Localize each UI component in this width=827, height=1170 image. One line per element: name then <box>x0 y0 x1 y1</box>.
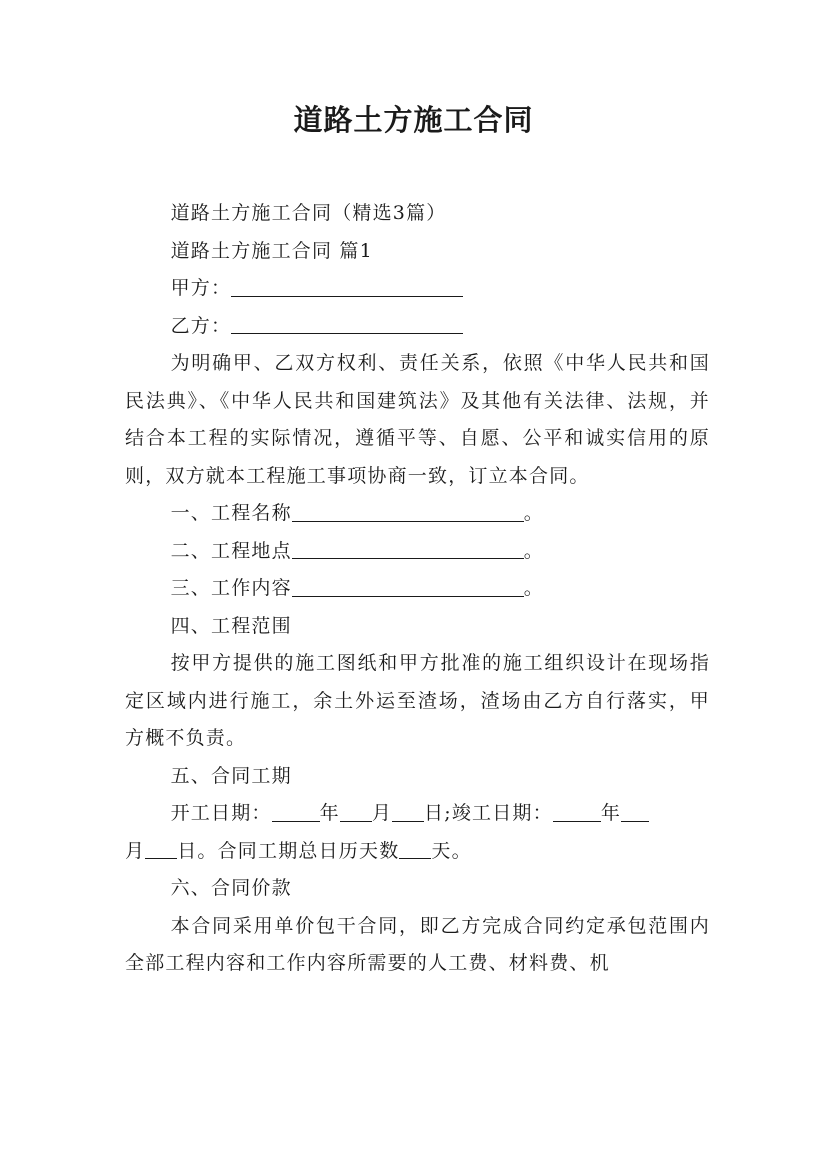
item-project-location <box>125 533 710 571</box>
month-unit: 月 <box>371 802 393 824</box>
document-subtitle: 道路土方施工合同（精选3篇） <box>170 202 447 224</box>
day-separator: 日; <box>424 802 452 824</box>
schedule-line-2 <box>125 833 710 871</box>
days-unit: 天。 <box>431 839 472 862</box>
year-unit: 年 <box>600 802 622 824</box>
start-date-label: 开工日期： <box>170 802 272 824</box>
item-end-mark: 。 <box>523 577 544 599</box>
project-location-blank <box>292 539 524 559</box>
party-a-label: 甲方： <box>170 277 232 299</box>
work-content-blank <box>292 577 524 597</box>
article-heading: 道路土方施工合同 篇1 <box>170 239 373 262</box>
preamble-paragraph: 为明确甲、乙双方权利、责任关系，依照《中华人民共和国民法典》、《中华人民共和国建筑法》及其他有关法律、法规，并结合本工程的实际情况，遵循平等、自愿、公平和诚实信用的原则，双方就本工程施工事项协商一致，订立本合同。 <box>125 352 710 487</box>
party-a-blank <box>231 277 463 297</box>
day-unit: 日。 <box>177 839 218 862</box>
end-date-label: 竣工日期： <box>451 802 553 824</box>
total-days-label: 合同工期总日历天数 <box>217 839 400 862</box>
end-day-blank <box>145 839 177 859</box>
item-work-content-label: 三、工作内容 <box>170 577 292 599</box>
item-end-mark: 。 <box>523 539 544 562</box>
item-project-name <box>125 495 710 533</box>
party-b-label: 乙方： <box>170 314 232 337</box>
start-month-blank <box>340 802 372 822</box>
section6-paragraph: 本合同采用单价包干合同，即乙方完成合同约定承包范围内全部工程内容和工作内容所需要的人工费、材料费、机 <box>125 914 710 974</box>
document-title: 道路土方施工合同 <box>293 103 534 137</box>
schedule-line-1 <box>125 795 710 833</box>
document-body <box>125 195 710 983</box>
item-work-content <box>125 570 710 608</box>
item-project-location-label: 二、工程地点 <box>170 539 292 562</box>
party-b-blank <box>231 314 463 334</box>
month-unit: 月 <box>125 839 146 862</box>
section4-paragraph: 按甲方提供的施工图纸和甲方批准的施工组织设计在现场指定区域内进行施工，余土外运至渣场，渣场由乙方自行落实，甲方概不负责。 <box>125 652 710 749</box>
party-b-line <box>125 308 710 346</box>
section4-heading: 四、工程范围 <box>170 614 292 637</box>
year-unit: 年 <box>319 802 340 824</box>
section6-heading: 六、合同价款 <box>170 877 292 899</box>
item-end-mark: 。 <box>523 502 544 524</box>
start-year-blank <box>272 802 320 822</box>
item-project-name-label: 一、工程名称 <box>170 502 292 524</box>
start-day-blank <box>392 802 424 822</box>
party-a-line <box>125 270 710 308</box>
section5-heading: 五、合同工期 <box>170 764 292 787</box>
end-month-blank-start <box>621 802 649 822</box>
total-days-blank <box>399 839 431 859</box>
end-year-blank <box>553 802 601 822</box>
project-name-blank <box>292 502 524 522</box>
